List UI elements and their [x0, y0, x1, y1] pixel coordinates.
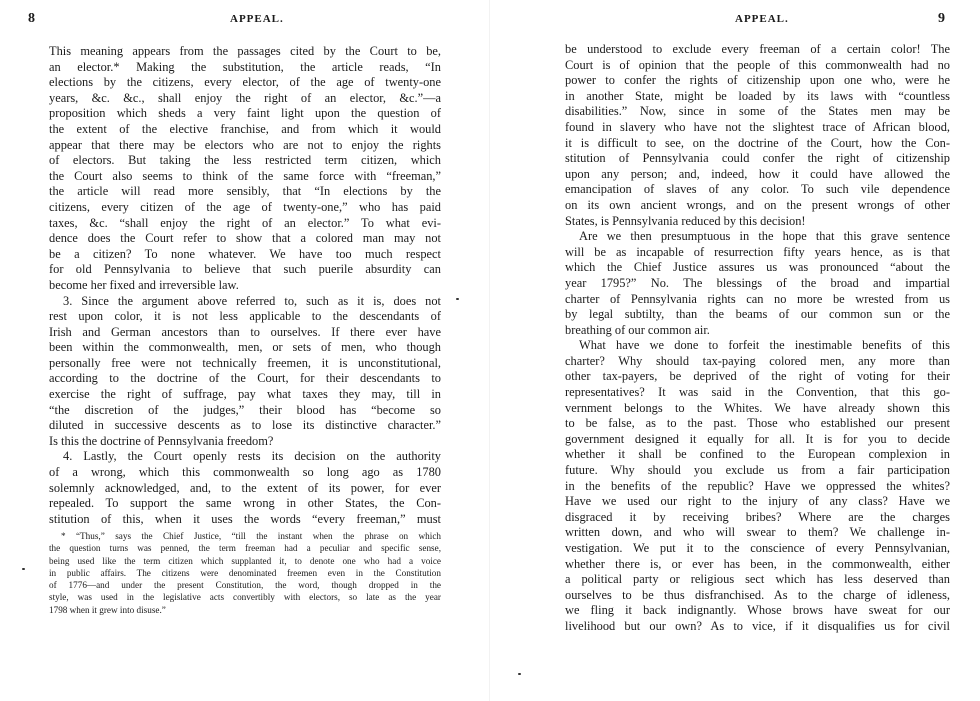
text-line: for old Pennsylvania to believe that such puerile absurdity can	[49, 262, 441, 277]
text-line: found in slavery who have not the slightest trace of African blood,	[565, 119, 950, 134]
text-line: diluted in successive descents as to lose its distinctive character.”	[49, 418, 441, 433]
text-line: Court is of opinion that the people of this commonwealth had no	[565, 57, 950, 72]
text-line: disabilities.” Now, since in some of the States men may be	[565, 104, 950, 119]
scan-speck	[22, 568, 25, 570]
text-line: an elector.* Making the substitution, the article reads, “In	[49, 59, 441, 74]
text-line: This meaning appears from the passages cited by the Court to be,	[49, 44, 441, 58]
text-line: Is this the doctrine of Pennsylvania freedom?	[49, 433, 274, 448]
text-line: exercise the right of suffrage, pay what taxes they may, till in	[49, 387, 441, 402]
text-line: other tax-payers, be deprived of the right of voting for their	[565, 369, 950, 384]
text-line: What have we done to forfeit the inestimable benefits of this	[579, 338, 950, 353]
text-line: vernment belongs to the Whites. We have already shown this	[565, 400, 950, 415]
text-line: on its own ancient wrongs, and on the present wrongs of other	[565, 197, 950, 212]
text-line: be a citizen? To none whatever. We have too much respect	[49, 246, 441, 261]
text-line: upon any person; and, indeed, how it could have allowed the	[565, 166, 950, 181]
text-line: ourselves to be thus disfranchised. As to the charge of idleness,	[565, 587, 950, 602]
footnote-line: in public affairs. The citizens were denominated freemen even in the Constitution	[49, 567, 441, 578]
text-line: according to the doctrine of the Court, for their descendants to	[49, 371, 441, 386]
text-line: a political party or religious sect which has less deserved than	[565, 572, 950, 587]
text-line: by legal subtilty, than the beams of our common sun or the	[565, 307, 950, 322]
text-line: Irish and German ancestors than to ourselves. If there ever have	[49, 324, 441, 339]
text-line: which the Chief Justice assures us was pronounced “about the	[565, 260, 950, 275]
scan-speck	[518, 673, 521, 675]
footnote-line: * “Thus,” says the Chief Justice, “till the instant when the phrase on which	[61, 531, 441, 541]
right-page	[490, 0, 980, 701]
footnote-line: being used like the term citizen which supplanted it, to denote one who had a voice	[49, 555, 441, 566]
text-line: written down, and who will swear to them? We challenge in-	[565, 525, 950, 540]
text-line: government designed it equally for all. It is for you to decide	[565, 431, 950, 446]
text-line: power to confer the rights of citizenship upon one who, were he	[565, 73, 950, 88]
text-line: stitution of Pennsylvania could confer the right of citizenship	[565, 151, 950, 166]
text-line: livelihood but our own? As to vice, if it disqualifies us for civil	[565, 618, 950, 633]
footnote-line: the question turns was penned, the term freeman had a peculiar and specific sense,	[49, 543, 441, 554]
text-line: proposition which sheds a very faint light upon the question of	[49, 106, 441, 121]
left-page-number: 8	[28, 11, 35, 26]
text-line: the Court also seems to think of the same force with “freeman,”	[49, 168, 441, 183]
left-body-text	[49, 44, 441, 527]
footnote-line: 1798 when it grew into disuse.”	[49, 604, 166, 615]
text-line: citizens, every citizen of the age of twenty-one,” who has paid	[49, 199, 441, 214]
text-line: Have we used our right to the injury of any class? Have we	[565, 494, 950, 509]
text-line: of electors. But taking the less restricted term citizen, which	[49, 153, 441, 168]
text-line: stitution of this, when it uses the words “every freeman,” must	[49, 511, 441, 526]
text-line: been within the commonwealth, men, or sets of men, who though	[49, 340, 441, 355]
text-line: breathing of our common air.	[565, 322, 710, 337]
text-line: to be false, as to the past. Those who established our present	[565, 416, 950, 431]
right-page-number: 9	[938, 11, 945, 26]
text-line: in another State, might be loaded by its laws with “countless	[565, 88, 950, 103]
text-line: in the benefits of the republic? Have we oppressed the whites?	[565, 478, 950, 493]
text-line: the extent of the elective franchise, and from which it would	[49, 121, 441, 136]
text-line: year 1795?” No. The blessings of the broad and impartial	[565, 275, 950, 290]
text-line: whether there is, or ever has been, in the commonwealth, either	[565, 556, 950, 571]
text-line: taxes, &c. “shall enjoy the right of an elector.” To what evi-	[49, 215, 441, 230]
text-line: appear that there may be electors who are not to enjoy the rights	[49, 137, 441, 152]
right-body-text	[565, 42, 950, 635]
text-line: States, is Pennsylvania reduced by this decision!	[565, 213, 806, 228]
text-line: future. Why should you exclude us from a fair participation	[565, 463, 950, 478]
text-line: 4. Lastly, the Court openly rests its decision on the authority	[63, 449, 441, 464]
text-line: “the discretion of the judges,” their blood has “become so	[49, 402, 441, 417]
text-line: dence does the Court refer to show that a colored man may not	[49, 231, 441, 246]
left-running-header: APPEAL.	[230, 13, 284, 25]
text-line: be understood to exclude every freeman of a certain color! The	[565, 42, 950, 56]
text-line: Are we then presumptuous in the hope that this grave sentence	[579, 229, 950, 244]
right-running-header: APPEAL.	[735, 13, 789, 25]
text-line: rest upon color, it is not less applicable to the descendants of	[49, 309, 441, 324]
text-line: charter of Pennsylvania rights can no more be wrested from us	[565, 291, 950, 306]
text-line: whether it shall be confined to the European complexion in	[565, 447, 950, 462]
text-line: we fling it back indignantly. Whose brows have sweat for our	[565, 603, 950, 618]
text-line: repealed. To support the same wrong in other States, the Con-	[49, 496, 441, 511]
text-line: will be as incapable of resurrection fifty years hence, as is that	[565, 244, 950, 259]
footnote-line: of 1776—and under the present Constitution, the word, though dropped in the	[49, 580, 441, 591]
text-line: emancipation of slaves of any color. To such vile dependence	[565, 182, 950, 197]
text-line: representatives? It was said in the Convention, that this go-	[565, 385, 950, 400]
text-line: disgraced it by receiving bribes? Where are the charges	[565, 509, 950, 524]
text-line: of a wrong, which this commonwealth so long ago as 1780	[49, 465, 441, 480]
text-line: the article will read more sensibly, that “In elections by the	[49, 184, 441, 199]
text-line: solemnly acknowledged, and, to the extent of its power, for ever	[49, 480, 441, 495]
text-line: years, &c. &c., shall enjoy the right of an elector, &c.”—a	[49, 90, 441, 105]
text-line: elections by the citizens, every elector, of the age of twenty-one	[49, 75, 441, 90]
footnote-line: style, was used in the legislative acts convertibly with electors, so late as the year	[49, 592, 441, 603]
text-line: become her fixed and irreversible law.	[49, 277, 239, 292]
footnote	[49, 530, 441, 616]
text-line: 3. Since the argument above referred to, such as it is, does not	[63, 293, 441, 308]
text-line: charter? Why should tax-paying colored men, any more than	[565, 353, 950, 368]
text-line: it is difficult to see, on the doctrine of the Court, how the Con-	[565, 135, 950, 150]
text-line: personally free were not technically freemen, it is unconstitutional,	[49, 355, 441, 370]
scan-speck	[456, 298, 459, 300]
text-line: vestigation. We put it to the conscience of every Pennsylvanian,	[565, 541, 950, 555]
